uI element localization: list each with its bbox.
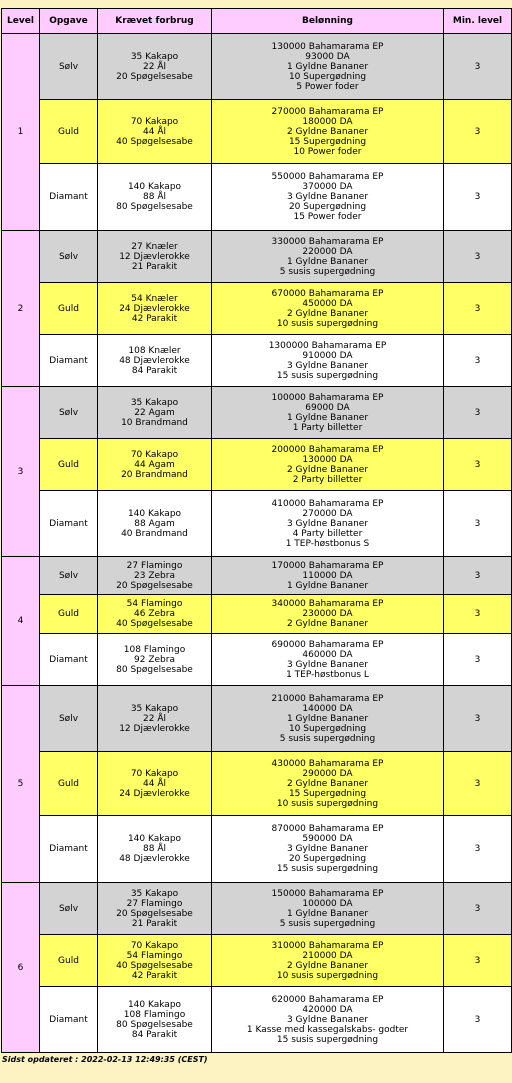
reward-cell (212, 634, 444, 686)
reward-item: 10 susis supergødning (276, 318, 379, 329)
required-item: 21 Parakit (131, 261, 178, 272)
reward-item: 2 Gyldne Bananer (286, 464, 369, 475)
table-row (2, 752, 512, 816)
reward-item: 1 TEP-høstbonus L (286, 669, 369, 680)
required-cell (98, 283, 212, 335)
required-item: 40 Spøgelsesabe (116, 619, 193, 629)
required-cell (98, 816, 212, 883)
task-cell: Sølv (40, 34, 98, 100)
required-item: 22 Ål (143, 713, 166, 724)
required-item: 24 Djævlerokke (119, 303, 190, 314)
header-min-level: Min. level (444, 9, 512, 34)
min-level-cell: 3 (444, 491, 512, 557)
reward-item: 310000 Bahamarama EP (271, 940, 384, 951)
task-cell: Diamant (40, 164, 98, 231)
required-item: 21 Parakit (131, 918, 178, 929)
min-level-cell: 3 (444, 164, 512, 231)
reward-item: 1 Gyldne Bananer (286, 256, 369, 267)
reward-item: 5 susis supergødning (279, 918, 376, 929)
table-row (2, 231, 512, 283)
task-cell: Diamant (40, 491, 98, 557)
required-item: 88 Ål (143, 192, 166, 202)
rewards-table (1, 8, 512, 1053)
level-cell: 1 (2, 34, 40, 231)
min-level-cell: 3 (444, 387, 512, 439)
table-row (2, 987, 512, 1053)
required-item: 108 Flamingo (123, 1009, 186, 1020)
reward-item: 1 Gyldne Bananer (286, 713, 369, 724)
required-item: 27 Flamingo (126, 560, 183, 571)
reward-item: 2 Gyldne Bananer (286, 308, 369, 319)
reward-item: 15 susis supergødning (276, 1034, 379, 1045)
reward-item: 550000 Bahamarama EP (271, 172, 384, 182)
required-item: 70 Kakapo (130, 449, 179, 460)
required-item: 54 Flamingo (126, 950, 183, 961)
min-level-cell: 3 (444, 935, 512, 987)
required-item: 22 Ål (143, 61, 166, 72)
task-cell: Guld (40, 439, 98, 491)
required-item: 40 Brandmand (121, 528, 188, 539)
required-item: 44 Agam (134, 459, 175, 470)
required-item: 54 Flamingo (126, 599, 183, 609)
required-item: 10 Brandmand (121, 417, 188, 428)
required-cell (98, 595, 212, 634)
reward-cell (212, 491, 444, 557)
reward-item: 420000 DA (302, 1004, 353, 1015)
min-level-cell: 3 (444, 335, 512, 387)
required-cell (98, 987, 212, 1053)
required-item: 80 Spøgelsesabe (116, 1019, 193, 1030)
reward-item: 1300000 Bahamarama EP (268, 340, 387, 351)
table-header-row (2, 9, 512, 34)
required-item: 12 Djævlerokke (119, 251, 190, 262)
reward-cell (212, 439, 444, 491)
table-row (2, 439, 512, 491)
reward-item: 3 Gyldne Bananer (286, 1014, 369, 1025)
reward-item: 130000 DA (302, 454, 353, 465)
required-cell (98, 34, 212, 100)
task-cell: Diamant (40, 335, 98, 387)
min-level-cell: 3 (444, 34, 512, 100)
reward-item: 370000 DA (302, 182, 353, 192)
table-row (2, 634, 512, 686)
table-row (2, 816, 512, 883)
reward-cell (212, 34, 444, 100)
table-row (2, 491, 512, 557)
required-item: 44 Ål (143, 126, 166, 137)
level-cell: 6 (2, 883, 40, 1053)
required-item: 40 Spøgelsesabe (116, 136, 193, 147)
required-item: 40 Spøgelsesabe (116, 960, 193, 971)
reward-cell (212, 935, 444, 987)
required-item: 140 Kakapo (127, 834, 182, 844)
header-level: Level (2, 9, 40, 34)
required-cell (98, 634, 212, 686)
level-cell: 2 (2, 231, 40, 387)
min-level-cell: 3 (444, 686, 512, 752)
reward-item: 3 Gyldne Bananer (286, 192, 369, 202)
reward-item: 170000 Bahamarama EP (271, 560, 384, 571)
reward-item: 1 Party billetter (292, 422, 363, 433)
reward-item: 210000 DA (302, 950, 353, 961)
reward-cell (212, 164, 444, 231)
table-row (2, 164, 512, 231)
reward-item: 2 Gyldne Bananer (286, 778, 369, 789)
reward-item: 670000 Bahamarama EP (271, 288, 384, 299)
reward-item: 1 TEP-høstbonus S (285, 538, 370, 549)
reward-item: 430000 Bahamarama EP (271, 758, 384, 769)
required-item: 70 Kakapo (130, 940, 179, 951)
reward-item: 270000 DA (302, 508, 353, 519)
required-cell (98, 491, 212, 557)
last-updated: Sidst opdateret : 2022-02-13 12:49:35 (CEST) (2, 1055, 208, 1064)
reward-item: 15 Supergødning (288, 136, 367, 147)
table-row (2, 34, 512, 100)
task-cell: Sølv (40, 387, 98, 439)
min-level-cell: 3 (444, 634, 512, 686)
required-item: 44 Ål (143, 778, 166, 789)
reward-item: 450000 DA (302, 298, 353, 309)
reward-item: 690000 Bahamarama EP (271, 639, 384, 650)
task-cell: Diamant (40, 987, 98, 1053)
reward-item: 3 Gyldne Bananer (286, 659, 369, 670)
reward-item: 1 Gyldne Bananer (286, 908, 369, 919)
reward-cell (212, 816, 444, 883)
level-cell: 5 (2, 686, 40, 883)
min-level-cell: 3 (444, 100, 512, 164)
required-cell (98, 439, 212, 491)
reward-cell (212, 883, 444, 935)
reward-item: 1 Gyldne Bananer (286, 61, 369, 72)
reward-item: 220000 DA (302, 246, 353, 257)
reward-item: 460000 DA (302, 649, 353, 660)
reward-item: 2 Gyldne Bananer (286, 126, 369, 137)
min-level-cell: 3 (444, 752, 512, 816)
required-item: 80 Spøgelsesabe (116, 664, 193, 675)
required-cell (98, 686, 212, 752)
reward-item: 140000 DA (302, 703, 353, 714)
table-row (2, 595, 512, 634)
reward-item: 1 Gyldne Bananer (286, 412, 369, 423)
min-level-cell: 3 (444, 283, 512, 335)
header-task: Opgave (40, 9, 98, 34)
reward-item: 330000 Bahamarama EP (271, 236, 384, 247)
reward-cell (212, 387, 444, 439)
required-item: 70 Kakapo (130, 116, 179, 127)
reward-item: 93000 DA (305, 51, 350, 62)
reward-item: 5 susis supergødning (279, 733, 376, 744)
required-item: 140 Kakapo (127, 508, 182, 519)
required-item: 20 Spøgelsesabe (116, 71, 193, 82)
reward-item: 2 Gyldne Bananer (286, 619, 369, 629)
required-item: 27 Knæler (131, 241, 178, 252)
task-cell: Sølv (40, 686, 98, 752)
reward-item: 1 Gyldne Bananer (286, 580, 369, 591)
required-item: 42 Parakit (131, 313, 178, 324)
table-row (2, 283, 512, 335)
min-level-cell: 3 (444, 557, 512, 595)
required-item: 48 Djævlerokke (119, 355, 190, 366)
required-item: 70 Kakapo (130, 768, 179, 779)
required-item: 35 Kakapo (130, 51, 179, 62)
table-row (2, 686, 512, 752)
task-cell: Guld (40, 283, 98, 335)
reward-item: 620000 Bahamarama EP (271, 994, 384, 1005)
reward-item: 5 susis supergødning (279, 266, 376, 277)
reward-item: 10 Supergødning (288, 723, 367, 734)
reward-cell (212, 686, 444, 752)
reward-item: 20 Supergødning (288, 202, 367, 212)
reward-cell (212, 752, 444, 816)
reward-item: 590000 DA (302, 834, 353, 844)
required-item: 140 Kakapo (127, 999, 182, 1010)
header-required: Krævet forbrug (98, 9, 212, 34)
min-level-cell: 3 (444, 883, 512, 935)
required-item: 92 Zebra (134, 654, 175, 665)
required-item: 22 Agam (134, 407, 175, 418)
reward-item: 3 Gyldne Bananer (286, 518, 369, 529)
required-cell (98, 557, 212, 595)
reward-cell (212, 231, 444, 283)
reward-item: 5 Power foder (296, 81, 359, 92)
reward-item: 1 Kasse med kassegalskabs- godter (246, 1024, 409, 1035)
level-cell: 4 (2, 557, 40, 686)
required-cell (98, 883, 212, 935)
required-item: 88 Agam (134, 518, 175, 529)
required-item: 42 Parakit (131, 970, 178, 981)
level-cell: 3 (2, 387, 40, 557)
reward-item: 410000 Bahamarama EP (271, 498, 384, 509)
required-item: 88 Ål (143, 844, 166, 854)
task-cell: Sølv (40, 883, 98, 935)
reward-item: 870000 Bahamarama EP (271, 824, 384, 834)
required-item: 54 Knæler (131, 293, 178, 304)
required-cell (98, 164, 212, 231)
reward-item: 100000 Bahamarama EP (271, 392, 384, 403)
reward-item: 69000 DA (305, 402, 350, 413)
required-cell (98, 231, 212, 283)
task-cell: Diamant (40, 816, 98, 883)
table-row (2, 935, 512, 987)
reward-cell (212, 335, 444, 387)
reward-item: 150000 Bahamarama EP (271, 888, 384, 899)
reward-item: 15 Supergødning (288, 788, 367, 799)
task-cell: Guld (40, 595, 98, 634)
reward-item: 270000 Bahamarama EP (271, 106, 384, 117)
required-item: 108 Knæler (128, 345, 181, 356)
reward-cell (212, 283, 444, 335)
task-cell: Guld (40, 935, 98, 987)
min-level-cell: 3 (444, 987, 512, 1053)
reward-cell (212, 987, 444, 1053)
reward-cell (212, 595, 444, 634)
reward-item: 180000 DA (302, 116, 353, 127)
required-item: 20 Spøgelsesabe (116, 580, 193, 591)
min-level-cell: 3 (444, 231, 512, 283)
required-item: 24 Djævlerokke (119, 788, 190, 799)
reward-item: 200000 Bahamarama EP (271, 444, 384, 455)
required-cell (98, 935, 212, 987)
reward-item: 15 susis supergødning (276, 864, 379, 874)
required-item: 35 Kakapo (130, 397, 179, 408)
reward-item: 20 Supergødning (288, 854, 367, 864)
reward-item: 15 Power foder (293, 212, 362, 222)
table-row (2, 335, 512, 387)
reward-item: 3 Gyldne Bananer (286, 360, 369, 371)
required-item: 48 Djævlerokke (119, 854, 190, 864)
task-cell: Sølv (40, 557, 98, 595)
required-item: 20 Spøgelsesabe (116, 908, 193, 919)
table-row (2, 883, 512, 935)
required-item: 35 Kakapo (130, 703, 179, 714)
required-item: 46 Zebra (134, 609, 175, 619)
reward-item: 2 Party billetter (292, 474, 363, 485)
required-item: 84 Parakit (131, 1029, 178, 1040)
min-level-cell: 3 (444, 439, 512, 491)
reward-item: 10 susis supergødning (276, 970, 379, 981)
header-reward: Belønning (212, 9, 444, 34)
task-cell: Guld (40, 100, 98, 164)
reward-item: 2 Gyldne Bananer (286, 960, 369, 971)
required-item: 20 Brandmand (121, 469, 188, 480)
table-row (2, 557, 512, 595)
reward-item: 110000 DA (302, 570, 353, 581)
required-item: 23 Zebra (134, 570, 175, 581)
reward-item: 340000 Bahamarama EP (271, 599, 384, 609)
task-cell: Diamant (40, 634, 98, 686)
reward-item: 100000 DA (302, 898, 353, 909)
reward-item: 10 Supergødning (288, 71, 367, 82)
reward-item: 910000 DA (302, 350, 353, 361)
reward-item: 130000 Bahamarama EP (271, 41, 384, 52)
reward-item: 10 susis supergødning (276, 798, 379, 809)
required-item: 80 Spøgelsesabe (116, 202, 193, 212)
required-item: 35 Kakapo (130, 888, 179, 899)
required-cell (98, 335, 212, 387)
required-item: 140 Kakapo (127, 182, 182, 192)
table-body (2, 34, 512, 1053)
required-cell (98, 387, 212, 439)
reward-item: 3 Gyldne Bananer (286, 844, 369, 854)
reward-cell (212, 557, 444, 595)
reward-item: 15 susis supergødning (276, 370, 379, 381)
reward-item: 4 Party billetter (292, 528, 363, 539)
reward-item: 230000 DA (302, 609, 353, 619)
reward-item: 10 Power foder (293, 146, 362, 157)
min-level-cell: 3 (444, 595, 512, 634)
required-item: 108 Flamingo (123, 644, 186, 655)
min-level-cell: 3 (444, 816, 512, 883)
task-cell: Sølv (40, 231, 98, 283)
reward-item: 210000 Bahamarama EP (271, 693, 384, 704)
required-cell (98, 752, 212, 816)
required-item: 84 Parakit (131, 365, 178, 376)
table-row (2, 387, 512, 439)
required-cell (98, 100, 212, 164)
reward-item: 290000 DA (302, 768, 353, 779)
task-cell: Guld (40, 752, 98, 816)
required-item: 12 Djævlerokke (119, 723, 190, 734)
table-row (2, 100, 512, 164)
required-item: 27 Flamingo (126, 898, 183, 909)
reward-cell (212, 100, 444, 164)
